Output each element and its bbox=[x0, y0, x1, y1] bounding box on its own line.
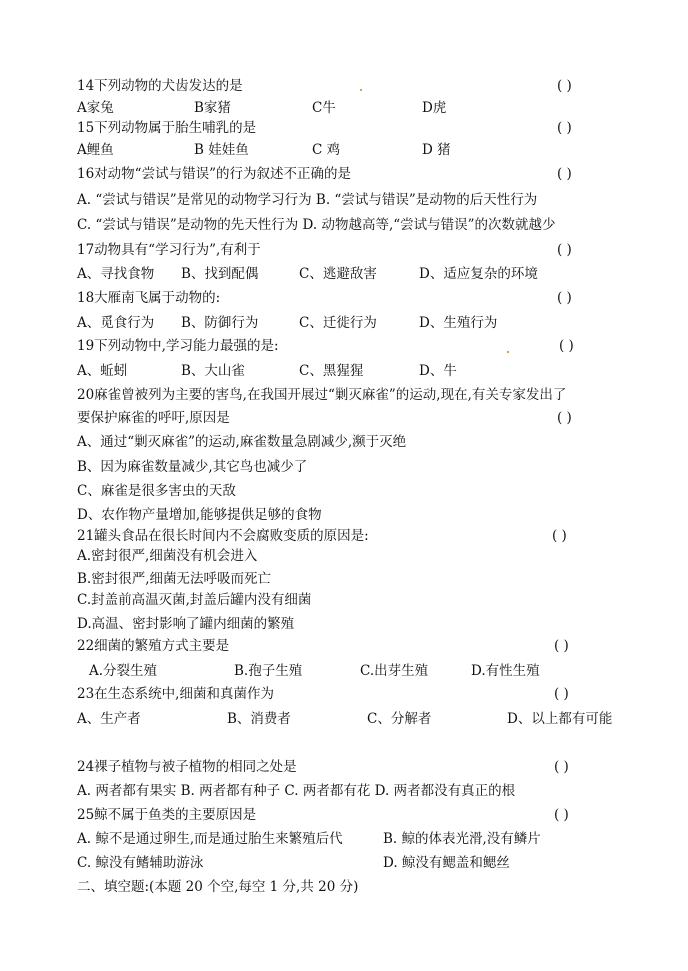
option-d: D 猪 bbox=[422, 142, 451, 158]
option-d: D、以上都有可能 bbox=[507, 711, 613, 727]
question-text: 15下列动物属于胎生哺乳的是 bbox=[77, 120, 257, 136]
option-d: D、生殖行为 bbox=[419, 315, 498, 331]
question-19-options bbox=[77, 361, 616, 381]
question-text: 25鲸不属于鱼类的主要原因是 bbox=[77, 807, 257, 823]
question-19 bbox=[77, 336, 616, 356]
option-a: A、蚯蚓 bbox=[77, 363, 128, 379]
option-d: D. 鲸没有鳃盖和鳃丝 bbox=[383, 855, 510, 871]
option-a: A.分裂生殖 bbox=[89, 663, 158, 679]
option-b: B. 鲸的体表光滑,没有鳞片 bbox=[383, 831, 541, 847]
option-ab: A. “尝试与错误”是常见的动物学习行为 B. “尝试与错误”是动物的后天性行为 bbox=[77, 192, 538, 208]
question-text-line1: 20麻雀曾被列为主要的害鸟,在我国开展过“剿灭麻雀”的运动,现在,有关专家发出了 bbox=[77, 387, 567, 403]
answer-paren: ( ) bbox=[557, 166, 572, 182]
question-25-options-row2 bbox=[77, 853, 688, 873]
question-18-options bbox=[77, 313, 616, 333]
question-15 bbox=[77, 118, 616, 138]
question-20 bbox=[77, 385, 688, 405]
question-text: 18大雁南飞属于动物的: bbox=[77, 290, 221, 306]
answer-paren: ( ) bbox=[557, 242, 572, 258]
question-16 bbox=[77, 164, 616, 184]
option-d: D、适应复杂的环境 bbox=[419, 266, 538, 282]
option-c: C、麻雀是很多害虫的天敌 bbox=[77, 483, 236, 499]
option-d: D、农作物产量增加,能够提供足够的食物 bbox=[77, 507, 322, 523]
option-b: B.孢子生殖 bbox=[234, 663, 303, 679]
option-c: C、迁徙行为 bbox=[299, 315, 377, 331]
section-two-heading: 二、填空题:(本题 20 个空,每空 1 分,共 20 分) bbox=[77, 879, 359, 895]
answer-paren: ( ) bbox=[552, 528, 567, 544]
question-14 bbox=[77, 76, 616, 96]
option-a: A. 鲸不是通过卵生,而是通过胎生来繁殖后代 bbox=[77, 831, 343, 847]
option-a: A、生产者 bbox=[77, 711, 141, 727]
option-d: D.高温、密封影响了罐内细菌的繁殖 bbox=[77, 616, 295, 632]
question-14-options bbox=[77, 98, 616, 118]
question-25-options-row1 bbox=[77, 829, 688, 849]
question-text-line2: 要保护麻雀的呼吁,原因是 bbox=[77, 410, 230, 426]
question-text: 21罐头食品在很长时间内不会腐败变质的原因是: bbox=[77, 528, 369, 544]
question-15-options bbox=[77, 140, 616, 160]
question-text: 24裸子植物与被子植物的相同之处是 bbox=[77, 759, 297, 775]
question-24-options bbox=[77, 781, 688, 801]
option-c: C牛 bbox=[312, 100, 336, 116]
answer-paren: ( ) bbox=[554, 759, 569, 775]
option-b: B、找到配偶 bbox=[181, 266, 259, 282]
option-b: B.密封很严,细菌无法呼吸而死亡 bbox=[77, 571, 272, 587]
option-c: C.出芽生殖 bbox=[360, 663, 429, 679]
option-abcd: A. 两者都有果实 B. 两者都有种子 C. 两者都有花 D. 两者都没有真正的根 bbox=[77, 783, 516, 799]
option-b: B、大山雀 bbox=[181, 363, 245, 379]
question-17 bbox=[77, 240, 616, 260]
option-c: C. 鲸没有鳍辅助游泳 bbox=[77, 855, 204, 871]
question-text: 16对动物“尝试与错误”的行为叙述不正确的是 bbox=[77, 166, 351, 182]
answer-paren: ( ) bbox=[559, 338, 574, 354]
option-b: B家猪 bbox=[194, 100, 231, 116]
answer-paren: ( ) bbox=[557, 120, 572, 136]
question-21 bbox=[77, 526, 616, 546]
question-23 bbox=[77, 684, 616, 704]
option-c: C.封盖前高温灭菌,封盖后罐内没有细菌 bbox=[77, 592, 312, 608]
question-22-options bbox=[77, 661, 616, 681]
option-a: A.密封很严,细菌没有机会进入 bbox=[77, 548, 258, 564]
question-text: 19下列动物中,学习能力最强的是: bbox=[77, 338, 279, 354]
option-d: D.有性生殖 bbox=[471, 663, 540, 679]
option-c: C、分解者 bbox=[367, 711, 432, 727]
option-a: A鲤鱼 bbox=[77, 142, 114, 158]
option-d: D虎 bbox=[422, 100, 447, 116]
option-b: B、因为麻雀数量减少,其它鸟也减少了 bbox=[77, 459, 308, 475]
option-c: C 鸡 bbox=[312, 142, 341, 158]
answer-paren: ( ) bbox=[557, 290, 572, 306]
option-cd: C. “尝试与错误”是动物的先天性行为 D. 动物越高等,“尝试与错误”的次数就越少 bbox=[77, 217, 556, 233]
question-text: 17动物具有“学习行为”,有利于 bbox=[77, 242, 261, 258]
question-text: 14下列动物的犬齿发达的是 bbox=[77, 78, 243, 94]
answer-paren: ( ) bbox=[557, 78, 572, 94]
option-c: C、逃避敌害 bbox=[299, 266, 377, 282]
option-a: A、寻找食物 bbox=[77, 266, 155, 282]
question-23-options bbox=[77, 709, 688, 729]
question-18 bbox=[77, 288, 616, 308]
question-22 bbox=[77, 636, 616, 656]
question-20-cont bbox=[77, 408, 616, 428]
question-text: 23在生态系统中,细菌和真菌作为 bbox=[77, 686, 274, 702]
answer-paren: ( ) bbox=[554, 807, 569, 823]
option-b: B、消费者 bbox=[227, 711, 291, 727]
option-a: A、觅食行为 bbox=[77, 315, 155, 331]
question-17-options bbox=[77, 264, 616, 284]
option-b: B 娃娃鱼 bbox=[194, 142, 249, 158]
question-16-options-row2 bbox=[77, 215, 688, 235]
answer-paren: ( ) bbox=[554, 638, 569, 654]
option-b: B、防御行为 bbox=[181, 315, 259, 331]
option-d: D、牛 bbox=[419, 363, 457, 379]
option-a: A、通过“剿灭麻雀”的运动,麻雀数量急剧减少,濒于灭绝 bbox=[77, 434, 407, 450]
question-16-options-row1 bbox=[77, 190, 616, 210]
question-text: 22细菌的繁殖方式主要是 bbox=[77, 638, 230, 654]
option-c: C、黑猩猩 bbox=[299, 363, 364, 379]
answer-paren: ( ) bbox=[557, 410, 572, 426]
answer-paren: ( ) bbox=[554, 686, 569, 702]
question-24 bbox=[77, 757, 616, 777]
option-a: A家兔 bbox=[77, 100, 114, 116]
question-25 bbox=[77, 805, 616, 825]
